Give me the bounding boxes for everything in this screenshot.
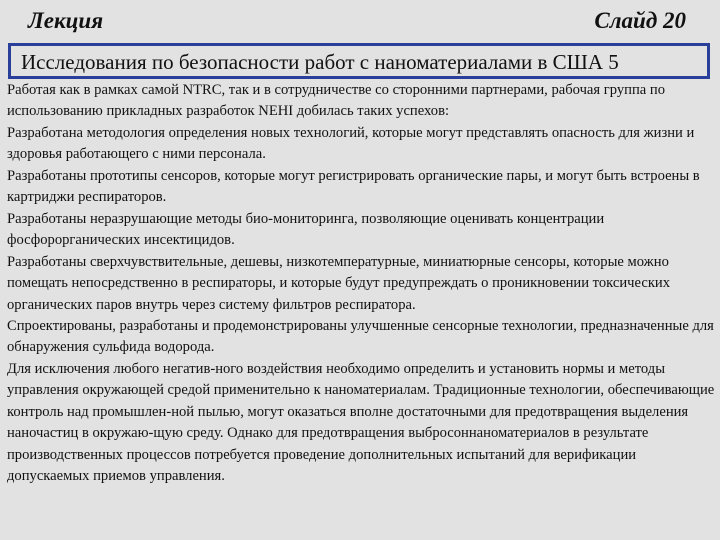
paragraph: Разработаны неразрушающие методы био-мониторинга, позволяющие оценивать концентрации фосфорорганических инсектицидов. bbox=[7, 210, 605, 249]
paragraph: Работая как в рамках самой NTRC, так и в сотрудничестве со сторонними партнерами, рабочая группа по использованию прикладных разработок NEHI добилась таких успехов: bbox=[7, 82, 665, 120]
paragraph: Спроектированы, разработаны и продемонстрированы улучшенные сенсорные технологии, предназначенные для обнаружения сульфида водорода. bbox=[7, 317, 714, 356]
paragraph: Разработаны прототипы сенсоров, которые могут регистрировать органические пары, и могут быть встроены в картриджи респираторов. bbox=[7, 167, 700, 206]
paragraph: Разработаны сверхчувствительные, дешевы, низкотемпературные, миниатюрные сенсоры, которые можно помещать непосредственно в респираторы, и которые будут предупреждать о проникновении токсических органических паров внутрь через систему фильтров респиратора. bbox=[7, 253, 671, 313]
paragraph: Для исключения любого негатив-ного воздействия необходимо определить и установить нормы и методы управления окружающей средой применительно к наноматериалам. Традиционные технологии, обеспечивающие контроль над промышлен-ной пылью, могут оказаться вполне достаточными для предотвращения выделения наночастиц в окружаю-щую среду. Однако для предотвращения выбросоннаноматериалов в результате производственных процессов потребуется проведение дополнительных испытаний для верификации допускаемых приемов управления. bbox=[7, 360, 715, 485]
paragraph: Разработана методология определения новых технологий, которые могут представлять опасность для жизни и здоровья работающего с ними персонала. bbox=[7, 124, 695, 163]
title-box bbox=[8, 43, 710, 79]
slide-body bbox=[7, 80, 715, 488]
lecture-label: Лекция bbox=[28, 8, 104, 33]
slide-header bbox=[0, 0, 720, 40]
slide-number: Слайд 20 bbox=[594, 8, 686, 33]
slide-title: Исследования по безопасности работ с наноматериалами в США 5 bbox=[21, 50, 619, 74]
